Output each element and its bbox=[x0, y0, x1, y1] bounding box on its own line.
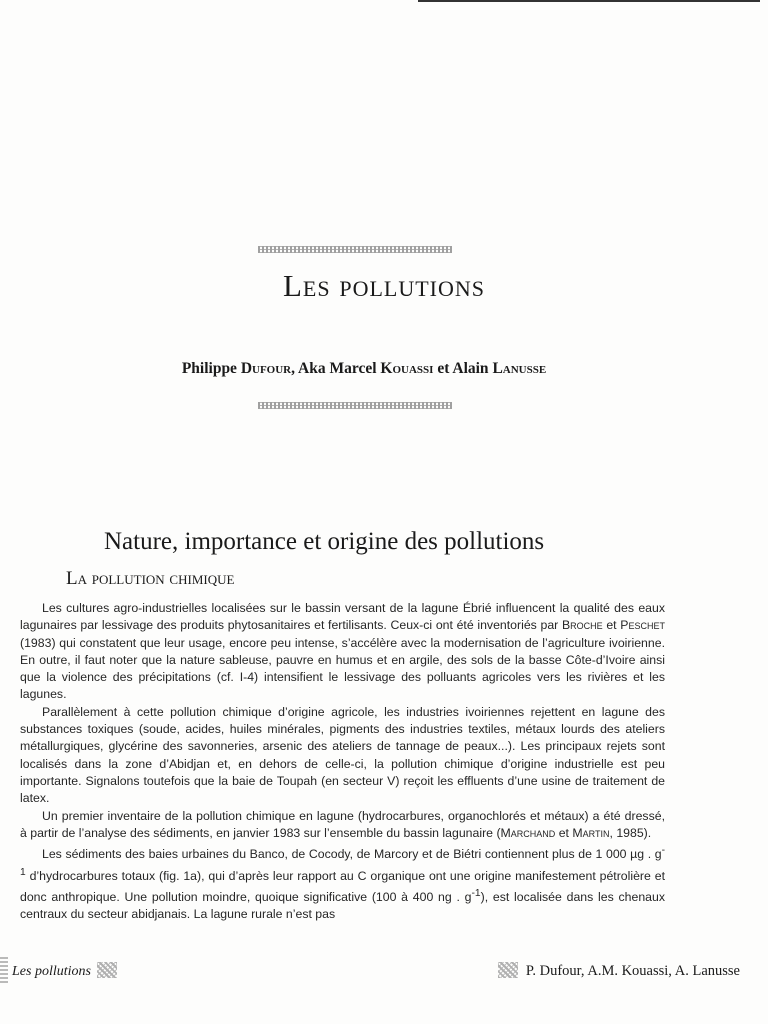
chapter-title: Les pollutions bbox=[282, 268, 486, 303]
author-1-last: Dufour bbox=[240, 360, 292, 377]
paragraph-3-text-a: Un premier inventaire de la pollution chimique en lagune (hydrocarbures, organochlorés et métaux) a été dressé, à partir de l’analyse des sédiments, en janvier 1983 sur l’ensemble du bassin lagunaire ( bbox=[20, 808, 665, 840]
body-text bbox=[20, 600, 665, 924]
author-1-first: Philippe bbox=[181, 360, 241, 377]
author-sep-2: et bbox=[433, 360, 453, 377]
citation-author-broche: Broche bbox=[561, 618, 603, 633]
footer-right bbox=[498, 962, 740, 980]
paragraph-4-text-a: Les sédiments des baies urbaines du Banco, de Cocody, de Marcory et de Biétri contiennent plus de 1 000 µg . g bbox=[42, 847, 662, 862]
citation-author-marchand: Marchand bbox=[500, 825, 556, 840]
paragraph-2: Parallèlement à cette pollution chimique d’origine agricole, les industries ivoiriennes rejettent en lagune des substances toxiques (soude, acides, huiles minérales, pigments des industries textiles, métaux lourds des ateliers métallurgiques, glycérine des savonneries, arsenic des ateliers de tannage de peaux...). Les principaux rejets sont localisés dans la zone d’Abidjan et, en dehors de celle-ci, la pollution chimique d’origine industrielle est peu importante. Signalons toutefois que la baie de Toupah (en secteur V) reçoit les effluents d’une usine de traitement de latex. bbox=[20, 704, 665, 806]
author-3-last: Lanusse bbox=[492, 360, 547, 377]
ornament-divider-top bbox=[258, 246, 452, 253]
superscript-unit-2: -1 bbox=[471, 887, 481, 899]
paragraph-4-text-b: d’hydrocarbures totaux (fig. 1a), qui d’après leur rapport au C organique ont une origine manifestement pétrolière et donc anthropique. Une pollution moindre, quoique significative (100 à 400 ng . g bbox=[20, 868, 665, 905]
superscript-unit-1: -1 bbox=[20, 845, 665, 878]
paragraph-3-text-b: et bbox=[555, 825, 573, 840]
paragraph-1-text-a: Les cultures agro-industrielles localisées sur le bassin versant de la lagune Ébrié influencent la qualité des eaux lagunaires par lessivage des produits phytosanitaires et fertilisants. Ceux-ci ont été inventoriés par bbox=[20, 601, 665, 633]
footer-left-pattern-icon bbox=[97, 962, 117, 978]
paragraph-1-text-b: et bbox=[602, 618, 621, 633]
paragraph-3-text-c: , 1985). bbox=[609, 825, 652, 840]
section-title: Nature, importance et origine des pollutions bbox=[104, 528, 545, 555]
footer-edge-pattern bbox=[0, 957, 8, 983]
author-2-first: Aka Marcel bbox=[298, 360, 381, 377]
paragraph-4 bbox=[20, 842, 665, 923]
subsection-title: La pollution chimique bbox=[66, 568, 235, 589]
paragraph-3 bbox=[20, 808, 665, 843]
footer-authors: P. Dufour, A.M. Kouassi, A. Lanusse bbox=[525, 963, 740, 979]
paragraph-1-text-c: (1983) qui constatent que leur usage, encore peu intense, s’accélère avec la modernisation de l’agriculture ivoirienne. En outre, il faut noter que la nature sableuse, pauvre en humus et en argile, des sols de la basse Côte-d’Ivoire ainsi que la violence des précipitations (cf. I-4) intensifient le lessivage des polluants agricoles vers les rivières et les lagunes. bbox=[20, 635, 665, 702]
footer-left bbox=[12, 962, 117, 980]
author-2-last: Kouassi bbox=[380, 360, 434, 377]
footer-right-pattern-icon bbox=[498, 962, 518, 978]
ornament-divider-bottom bbox=[258, 402, 452, 409]
top-rule bbox=[418, 0, 760, 2]
footer-running-title: Les pollutions bbox=[12, 964, 91, 979]
author-sep-1: , bbox=[291, 360, 299, 377]
paragraph-4-text-c: ), est localisée dans les chenaux centraux du secteur abidjanais. La lagune rurale n’est pas bbox=[20, 890, 665, 922]
paragraph-1 bbox=[20, 600, 665, 704]
author-3-first: Alain bbox=[452, 360, 493, 377]
citation-author-peschet: Peschet bbox=[620, 618, 665, 633]
chapter-authors bbox=[0, 360, 728, 378]
citation-author-martin: Martin bbox=[572, 825, 610, 840]
